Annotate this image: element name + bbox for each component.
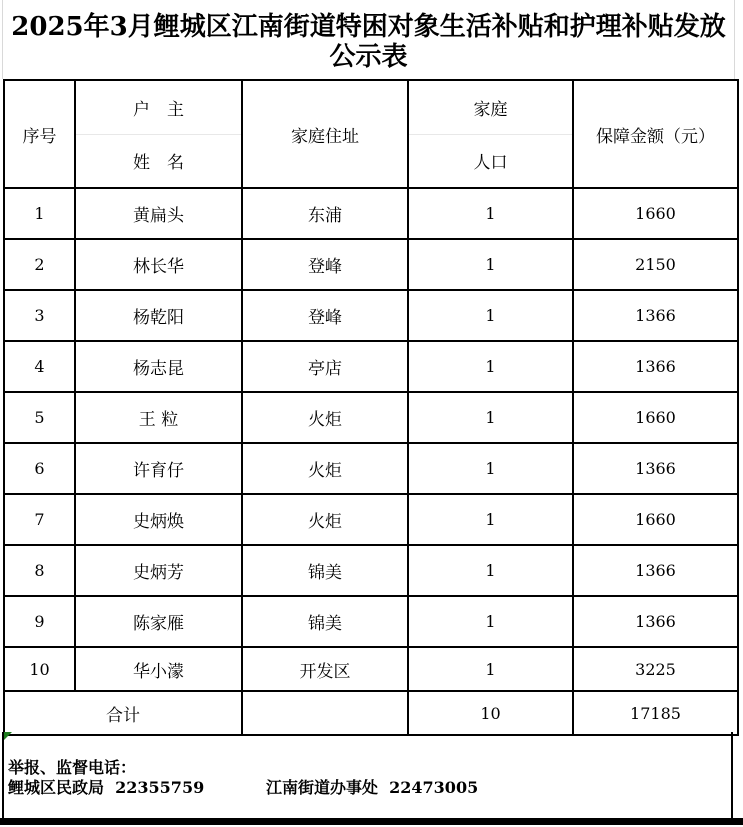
cell-address: 开发区 (242, 647, 408, 691)
cell-index: 1 (4, 188, 75, 239)
cell-population: 1 (408, 545, 573, 596)
col-header-population-top: 家庭 (408, 80, 573, 134)
cell-name: 史炳焕 (75, 494, 242, 545)
cell-amount: 1366 (573, 341, 738, 392)
cell-index: 4 (4, 341, 75, 392)
report-phone-heading: 举报、监督电话： (8, 758, 137, 777)
cell-address: 火炬 (242, 392, 408, 443)
cell-name: 杨志昆 (75, 341, 242, 392)
cell-amount: 1660 (573, 392, 738, 443)
cell-name: 杨乾阳 (75, 290, 242, 341)
table-row (4, 494, 738, 545)
cell-population: 1 (408, 188, 573, 239)
cell-amount: 1366 (573, 545, 738, 596)
cell-address: 亭店 (242, 341, 408, 392)
cell-name: 王 粒 (75, 392, 242, 443)
cell-amount: 3225 (573, 647, 738, 691)
cell-population: 1 (408, 341, 573, 392)
cell-population: 1 (408, 443, 573, 494)
cell-population: 1 (408, 392, 573, 443)
header-row-top (4, 80, 738, 134)
cell-name: 林长华 (75, 239, 242, 290)
cell-population: 1 (408, 494, 573, 545)
page-title-line1: 2025年3月鲤城区江南街道特困对象生活补贴和护理补贴发放 (11, 12, 726, 42)
total-address-cell (242, 691, 408, 735)
civil-affairs-bureau-phone: 鲤城区民政局 22355759 (8, 778, 205, 797)
table-row (4, 443, 738, 494)
cell-name: 许育仔 (75, 443, 242, 494)
cell-index: 9 (4, 596, 75, 647)
table-row (4, 239, 738, 290)
table-row (4, 596, 738, 647)
col-header-name-bottom: 姓 名 (75, 134, 242, 188)
street-office-phone: 江南街道办事处 22473005 (266, 778, 479, 797)
cell-index: 10 (4, 647, 75, 691)
cell-address: 东浦 (242, 188, 408, 239)
table-row (4, 545, 738, 596)
cell-population: 1 (408, 239, 573, 290)
subsidy-table (3, 79, 739, 736)
bottom-border-bar (0, 818, 743, 825)
cell-population: 1 (408, 290, 573, 341)
table-row (4, 290, 738, 341)
cell-amount: 1366 (573, 443, 738, 494)
table-row (4, 392, 738, 443)
cell-amount: 1660 (573, 494, 738, 545)
total-row (4, 691, 738, 735)
total-population-cell: 10 (408, 691, 573, 735)
col-header-address: 家庭住址 (242, 80, 408, 188)
cell-address: 锦美 (242, 545, 408, 596)
page-title-line2: 公示表 (329, 42, 408, 72)
phone-numbers-line (8, 778, 731, 798)
cell-address: 登峰 (242, 290, 408, 341)
cell-amount: 1366 (573, 596, 738, 647)
cell-index: 6 (4, 443, 75, 494)
page-title (2, 0, 735, 79)
cell-address: 火炬 (242, 443, 408, 494)
footer-contact-block (2, 732, 733, 818)
total-amount-cell: 17185 (573, 691, 738, 735)
col-header-population-bottom: 人口 (408, 134, 573, 188)
table-row (4, 341, 738, 392)
cell-index: 5 (4, 392, 75, 443)
cell-address: 登峰 (242, 239, 408, 290)
col-header-amount: 保障金额（元） (573, 80, 738, 188)
cell-population: 1 (408, 647, 573, 691)
cell-name: 华小濛 (75, 647, 242, 691)
cell-population: 1 (408, 596, 573, 647)
cell-amount: 1660 (573, 188, 738, 239)
cell-name: 史炳芳 (75, 545, 242, 596)
table-header (4, 80, 738, 188)
cell-index: 8 (4, 545, 75, 596)
col-header-name-top: 户 主 (75, 80, 242, 134)
cell-address: 火炬 (242, 494, 408, 545)
cell-amount: 1366 (573, 290, 738, 341)
table-row (4, 647, 738, 691)
cell-name: 黄扁头 (75, 188, 242, 239)
cell-address: 锦美 (242, 596, 408, 647)
green-corner-marker (4, 732, 12, 740)
cell-index: 2 (4, 239, 75, 290)
col-header-index: 序号 (4, 80, 75, 188)
cell-amount: 2150 (573, 239, 738, 290)
table-row (4, 188, 738, 239)
cell-index: 3 (4, 290, 75, 341)
cell-name: 陈家雁 (75, 596, 242, 647)
table-body (4, 188, 738, 735)
cell-index: 7 (4, 494, 75, 545)
total-label-cell: 合计 (4, 691, 242, 735)
